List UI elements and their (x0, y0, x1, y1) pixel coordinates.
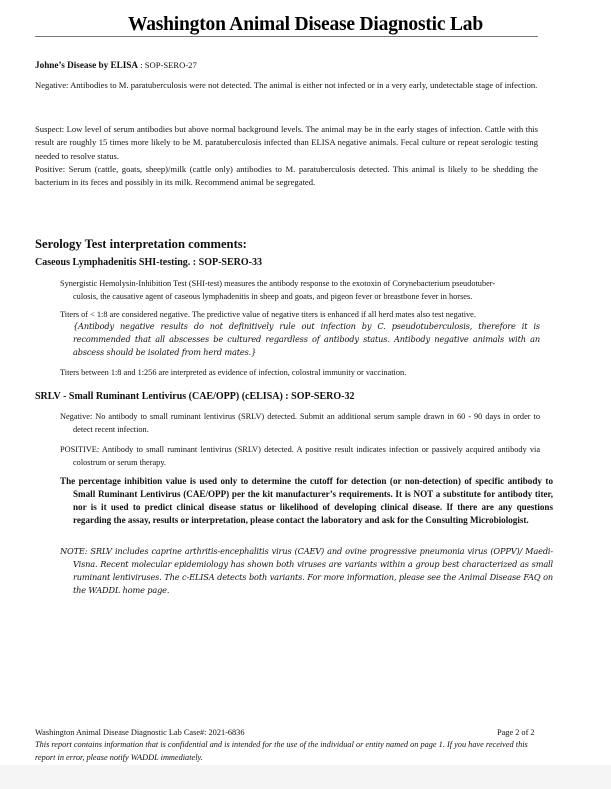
titers-negative: Titers of < 1:8 are considered negative. The predictive value of negative titers is enhanced if all herd mates also test negative. (60, 310, 476, 319)
footer-page-number: Page 2 of 2 (497, 728, 535, 737)
johnes-suspect: Suspect: Low level of serum antibodies but above normal background levels. The animal may be in the early stages of infection. Cattle with this result are roughly 15 times more likely to be M. paratuberculosis infected than ELISA negative animals. Fecal culture or repeat serologic testing needed to resolve status. (35, 124, 538, 161)
johnes-heading: Johne’s Disease by ELISA (35, 60, 139, 70)
srlv-positive: POSITIVE: Antibody to small ruminant lentivirus (SRLV) detected. A positive result indicates infection or passively acquired antibody via colostrum or serum therapy. (60, 445, 540, 468)
viewer-bottom-area (0, 765, 611, 789)
johnes-heading-line (35, 55, 540, 73)
page-title: Washington Animal Disease Diagnostic Lab (128, 14, 483, 35)
shi-description (60, 277, 540, 304)
johnes-positive: Positive: Serum (cattle, goats, sheep)/milk (cattle only) antibodies to M. paratuberculosis detected. This animal is likely to be shedding the bacterium in its feces and possibly in its milk. Recommend animal be segregated. (35, 164, 538, 188)
srlv-percentage-note: The percentage inhibition value is used only to determine the cutoff for detection (or non-detection) of specific antibody to Small Ruminant Lentivirus (CAE/OPP) per the kit manufacturer’s requirements. It is NOT a substitute for antibody titer, nor is it used to predict clinical disease status or likelihood of developing clinical disease. If there are any questions regarding the assay, results or interpretation, please contact the laboratory and ask for the Consulting Microbiologist. (60, 476, 553, 526)
titers-between: Titers between 1:8 and 1:256 are interpreted as evidence of infection, colostral immunity or vaccination. (60, 368, 407, 377)
title-divider (35, 36, 538, 37)
johnes-negative: Negative: Antibodies to M. paratuberculosis were not detected. The animal is either not infected or in a very early, undetectable stage of infection. (35, 80, 538, 90)
srlv-heading: SRLV - Small Ruminant Lentivirus (CAE/OPP) (cELISA) : SOP-SERO-32 (35, 391, 355, 402)
titers-negative-note: {Antibody negative results do not definitively rule out infection by C. pseudotuberculosis, therefore it is recommended that all abscesses be cultured regardless of antibody status. Antibody negative animals with an abscess should be isolated from herd mates.} (73, 321, 540, 357)
shi-line-2: culosis, the causative agent of caseous lymphadenitis in sheep and goats, and pigeon fever or breastbone fever in horses. (73, 292, 473, 302)
serology-heading: Serology Test interpretation comments: (35, 237, 247, 251)
johnes-sop: : SOP-SERO-27 (138, 60, 197, 70)
footer-confidential: This report contains information that is confidential and is intended for the use of the individual or entity named on page 1. If you have received this report in error, please notify WADDL immediately. (35, 740, 528, 763)
cla-heading: Caseous Lymphadenitis SHI-testing. : SOP-SERO-33 (35, 257, 262, 268)
footer-lab-case: Washington Animal Disease Diagnostic Lab Case#: 2021-6836 (35, 728, 245, 737)
shi-line-1: Synergistic Hemolysin-Inhibition Test (SHI-test) measures the antibody response to the exotoxin of Corynebacterium pseudotuber- (60, 279, 496, 288)
srlv-negative: Negative: No antibody to small ruminant lentivirus (SRLV) detected. Submit an additional serum sample drawn in 60 - 90 days in order to detect recent infection. (60, 412, 540, 435)
srlv-note: NOTE: SRLV includes caprine arthritis-encephalitis virus (CAEV) and ovine progressive pneumonia virus (OPPV)/ Maedi-Visna. Recent molecular epidemiology has shown both viruses are variants within a group best characterized as small ruminant lentiviruses. The c-ELISA detects both variants. For more information, please see the Animal Disease FAQ on the WADDL home page. (60, 546, 553, 595)
